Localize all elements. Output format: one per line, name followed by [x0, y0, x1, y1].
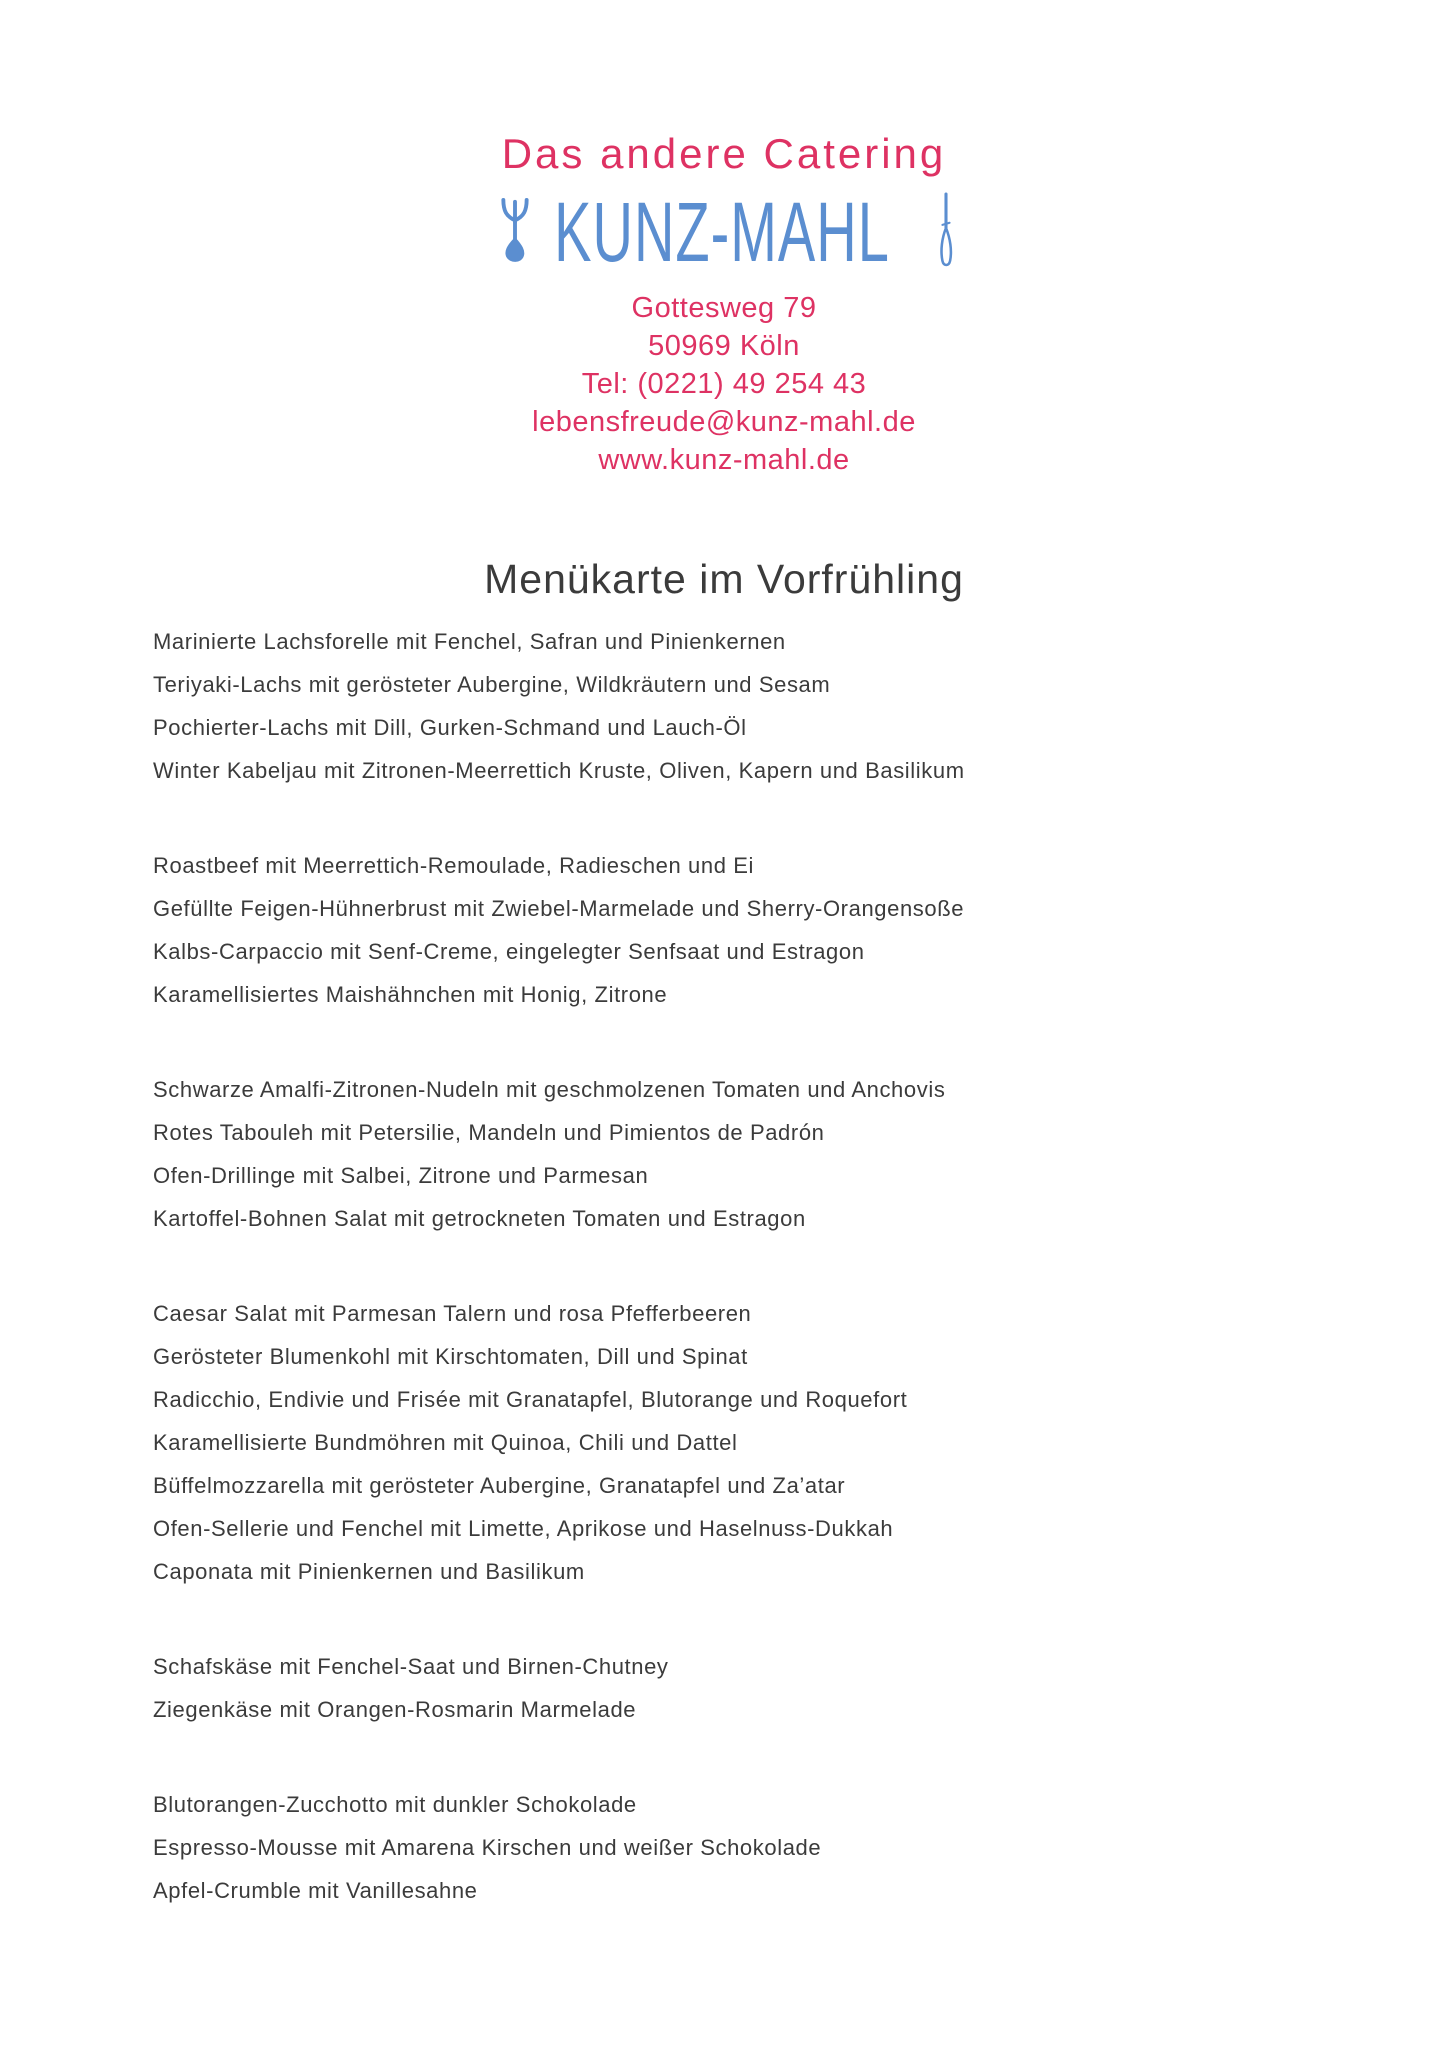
menu-item: Blutorangen-Zucchotto mit dunkler Schokolade — [153, 1792, 637, 1817]
logo-row — [0, 184, 1448, 278]
menu-item: Radicchio, Endivie und Frisée mit Granatapfel, Blutorange und Roquefort — [153, 1387, 908, 1412]
address-phone: Tel: (0221) 49 254 43 — [581, 368, 867, 400]
address-website: www.kunz-mahl.de — [598, 444, 850, 476]
menu-item: Schafskäse mit Fenchel-Saat und Birnen-Chutney — [153, 1654, 669, 1679]
menu-group-fish — [153, 620, 1388, 792]
knife-icon — [936, 191, 956, 271]
menu-item: Pochierter-Lachs mit Dill, Gurken-Schmand und Lauch-Öl — [153, 715, 747, 740]
menu-title: Menükarte im Vorfrühling — [484, 556, 964, 602]
menu-item: Büffelmozzarella mit gerösteter Aubergine, Granatapfel und Za’atar — [153, 1473, 846, 1498]
menu-item: Teriyaki-Lachs mit gerösteter Aubergine, Wildkräutern und Sesam — [153, 672, 831, 697]
menu-item: Apfel-Crumble mit Vanillesahne — [153, 1878, 478, 1903]
menu-item: Kalbs-Carpaccio mit Senf-Creme, eingelegter Senfsaat und Estragon — [153, 939, 865, 964]
menu-item: Ofen-Sellerie und Fenchel mit Limette, Aprikose und Haselnuss-Dukkah — [153, 1516, 894, 1541]
menu-group-salads-vegetables — [153, 1292, 1388, 1593]
address-city: 50969 Köln — [648, 330, 800, 362]
address-street: Gottesweg 79 — [631, 292, 817, 324]
address-block — [0, 289, 1448, 479]
menu-item: Gefüllte Feigen-Hühnerbrust mit Zwiebel-Marmelade und Sherry-Orangensoße — [153, 896, 965, 921]
menu-group-dessert — [153, 1783, 1388, 1912]
menu-group-pasta-potato — [153, 1068, 1388, 1240]
menu-item: Kartoffel-Bohnen Salat mit getrockneten Tomaten und Estragon — [153, 1206, 806, 1231]
menu-item: Karamellisierte Bundmöhren mit Quinoa, Chili und Dattel — [153, 1430, 738, 1455]
menu-item: Ofen-Drillinge mit Salbei, Zitrone und Parmesan — [153, 1163, 649, 1188]
fork-icon — [492, 197, 538, 265]
address-email: lebensfreude@kunz-mahl.de — [532, 406, 916, 438]
menu-item: Caponata mit Pinienkernen und Basilikum — [153, 1559, 585, 1584]
menu-group-meat — [153, 844, 1388, 1016]
menu-item: Rotes Tabouleh mit Petersilie, Mandeln und Pimientos de Padrón — [153, 1120, 825, 1145]
menu-item: Winter Kabeljau mit Zitronen-Meerrettich Kruste, Oliven, Kapern und Basilikum — [153, 758, 965, 783]
menu-item: Espresso-Mousse mit Amarena Kirschen und weißer Schokolade — [153, 1835, 822, 1860]
menu-item: Ziegenkäse mit Orangen-Rosmarin Marmelade — [153, 1697, 637, 1722]
menu-item: Roastbeef mit Meerrettich-Remoulade, Radieschen und Ei — [153, 853, 755, 878]
logo-wordmark: KUNZ-MAHL — [554, 183, 890, 279]
menu-list — [153, 620, 1388, 1964]
menu-item: Caesar Salat mit Parmesan Talern und rosa Pfefferbeeren — [153, 1301, 752, 1326]
menu-item: Karamellisiertes Maishähnchen mit Honig, Zitrone — [153, 982, 668, 1007]
menu-item: Gerösteter Blumenkohl mit Kirschtomaten, Dill und Spinat — [153, 1344, 748, 1369]
menu-group-cheese — [153, 1645, 1388, 1731]
menu-item: Marinierte Lachsforelle mit Fenchel, Safran und Pinienkernen — [153, 629, 786, 654]
menu-item: Schwarze Amalfi-Zitronen-Nudeln mit geschmolzenen Tomaten und Anchovis — [153, 1077, 946, 1102]
tagline: Das andere Catering — [501, 130, 947, 177]
